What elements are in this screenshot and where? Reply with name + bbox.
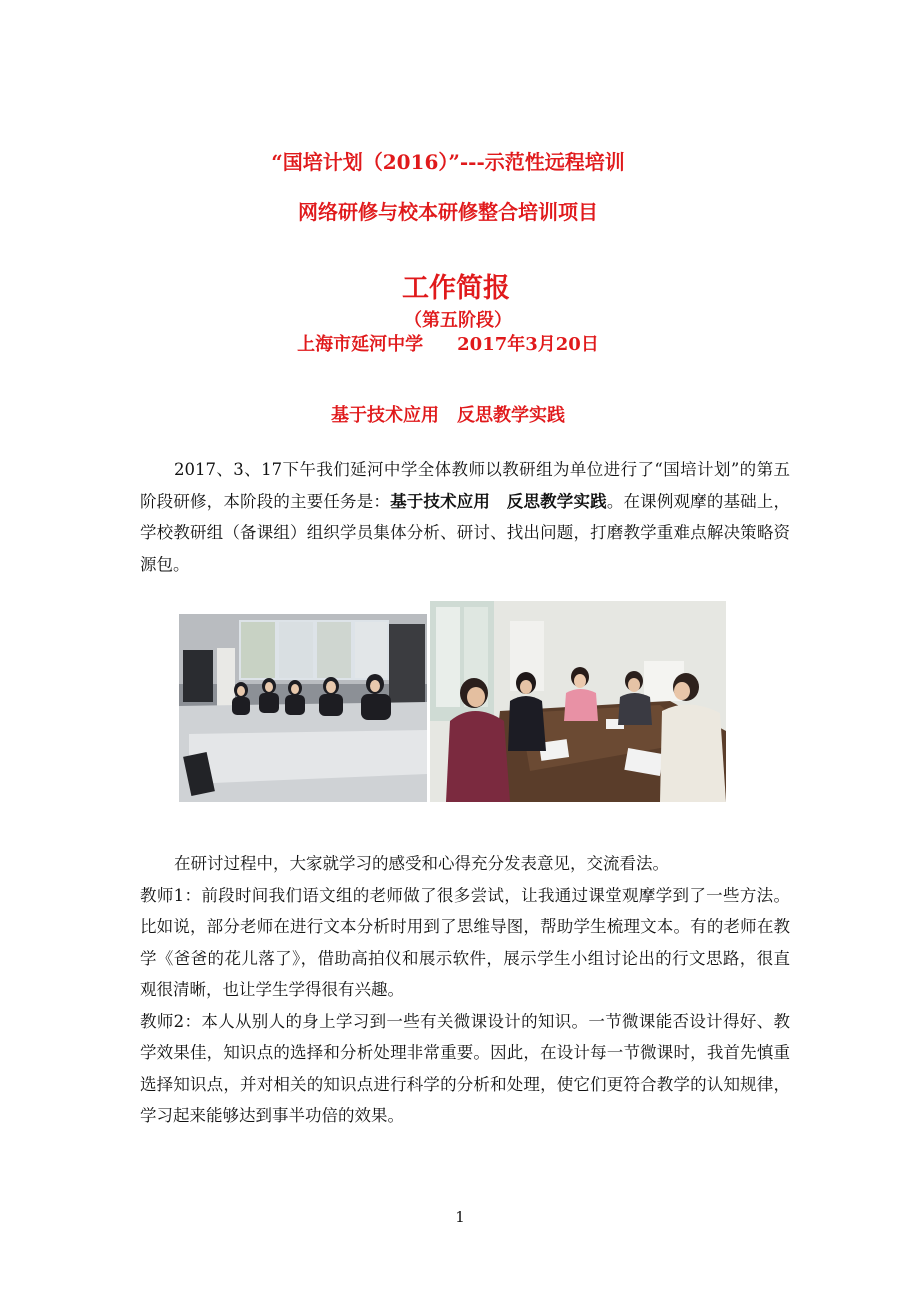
section-title-part-2: 反思教学实践 <box>457 405 565 426</box>
teacher-1-comment: 教师1：前段时间我们语文组的老师做了很多尝试，让我通过课堂观摩学到了一些方法。比如说，部分老师在进行文本分析时用到了思维导图，帮助学生梳理文本。有的老师在教学《爸爸的花儿落了》，借助高拍仪和展示软件，展示学生小组讨论出的行文思路，很直观很清晰，也让学生学得很有兴趣。 <box>140 885 790 999</box>
meeting-photo-left <box>179 614 427 802</box>
section-title <box>0 401 908 427</box>
header-line-1: “国培计划（2016）”---示范性远程培训 <box>271 150 625 174</box>
page-number: 1 <box>455 1208 465 1226</box>
discussion-section <box>140 848 790 1132</box>
discussion-intro-text: 在研讨过程中，大家就学习的感受和心得充分发表意见，交流看法。 <box>174 854 669 873</box>
bulletin-title: 工作简报 <box>402 273 510 304</box>
discussion-intro <box>140 848 790 880</box>
report-date: 2017年3月20日 <box>457 334 599 355</box>
stage-label: （第五阶段） <box>404 310 512 331</box>
school-date-line <box>0 330 908 356</box>
section-title-part-1: 基于技术应用 <box>331 405 439 426</box>
teacher-2-comment: 教师2：本人从别人的身上学习到一些有关微课设计的知识。一节微课能否设计得好、教学效果佳，知识点的选择和分析处理非常重要。因此，在设计每一节微课时，我首先慎重选择知识点，并对相关的知识点进行科学的分析和处理，使它们更符合教学的认知规律，学习起来能够达到事半功倍的效果。 <box>140 1011 790 1125</box>
intro-bold-text: 基于技术应用 反思教学实践 <box>390 491 607 511</box>
intro-lead-text: 2017、3、17下午我们延河中学全体教师以教研组为单位进行了“国培计划”的第五阶段研修，本阶段的主要任务是： <box>140 460 790 511</box>
school-name: 上海市延河中学 <box>297 334 424 355</box>
meeting-photo-right <box>430 601 726 802</box>
header-line-2: 网络研修与校本研修整合培训项目 <box>298 200 598 224</box>
intro-paragraph <box>140 454 790 580</box>
intro-rest-text: 。在课例观摩的基础上，学校教研组（备课组）组织学员集体分析、研讨、找出问题，打磨教学重难点解决策略资源包。 <box>140 491 791 574</box>
